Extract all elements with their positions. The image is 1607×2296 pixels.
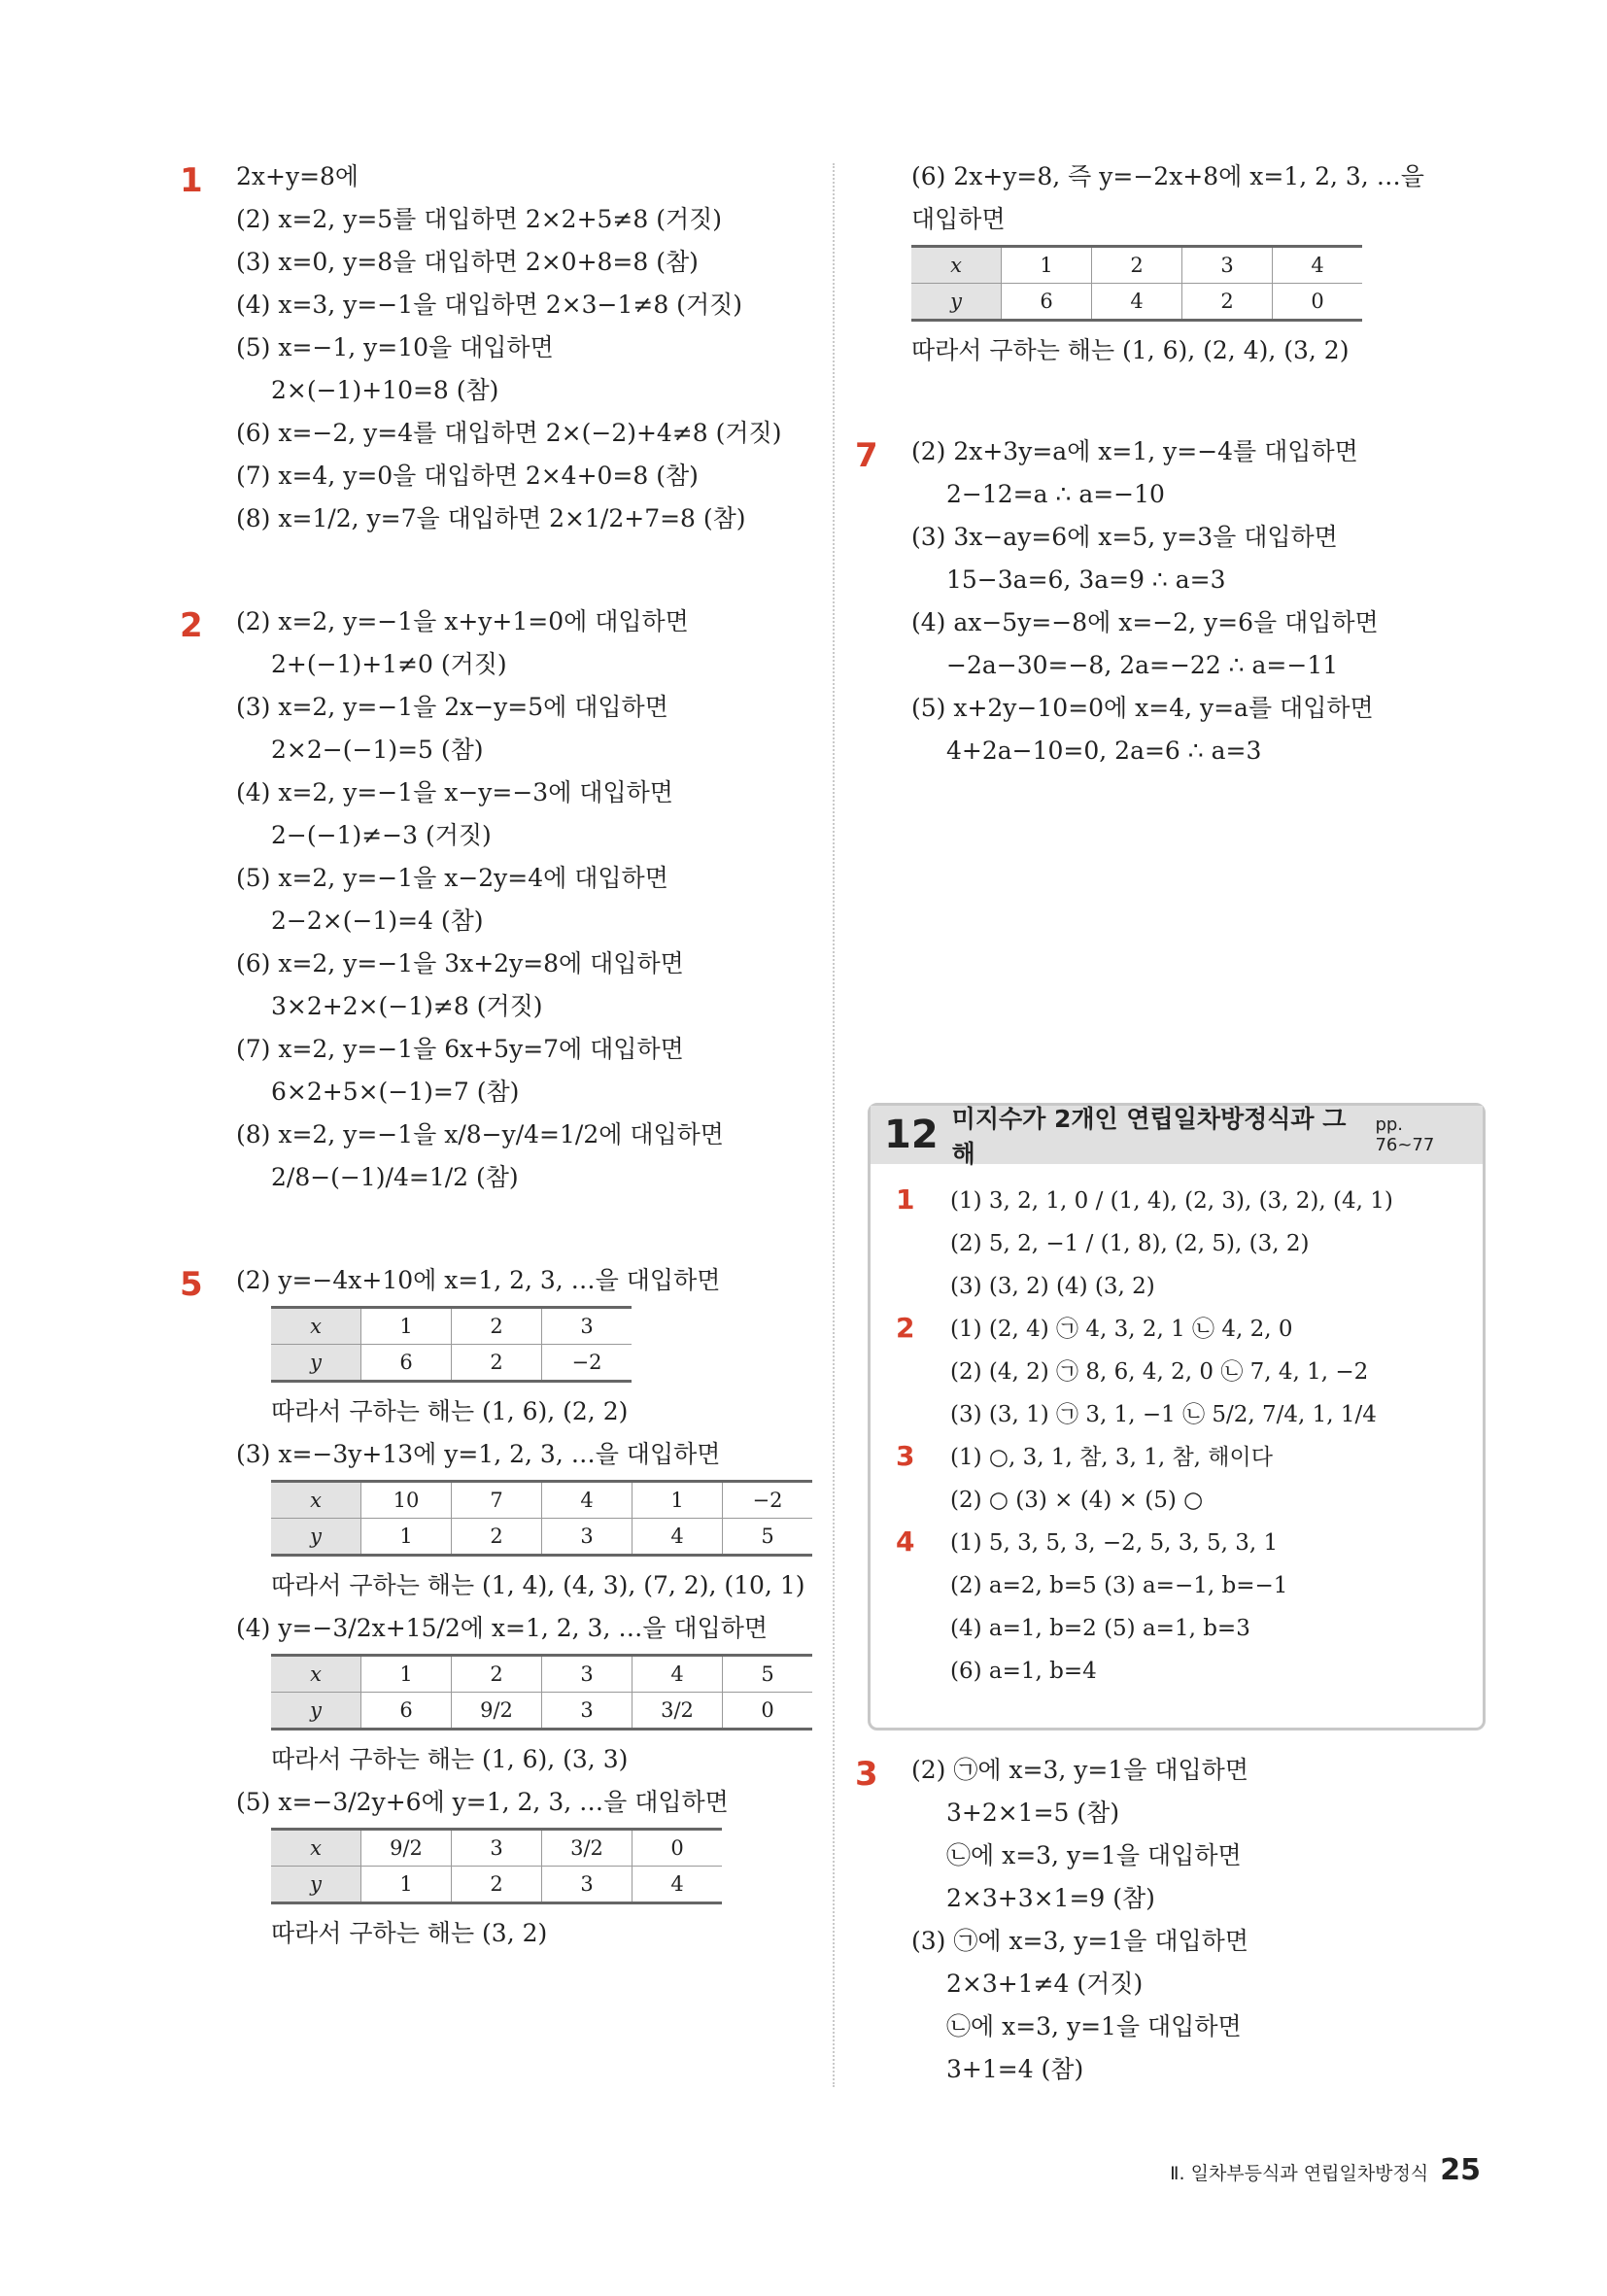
table-cell: 0	[633, 1830, 723, 1867]
answer-line: (2) (4, 2) ㉠ 8, 6, 4, 2, 0 ㉡ 7, 4, 1, −2	[950, 1359, 1369, 1385]
problem-number: 1	[180, 161, 203, 200]
table-cell: x	[271, 1656, 361, 1693]
solution-line: 따라서 구하는 해는 (1, 6), (2, 2)	[271, 1397, 629, 1425]
table-cell: x	[271, 1482, 361, 1519]
solution-line: 2−(−1)≠−3 (거짓)	[271, 821, 492, 849]
solution-line: 2/8−(−1)/4=1/2 (참)	[271, 1163, 519, 1191]
values-table	[271, 1480, 812, 1557]
table-cell: 6	[361, 1345, 452, 1382]
problem-3	[855, 1749, 1477, 2091]
table-cell: 2	[452, 1345, 542, 1382]
solution-line: (7) x=4, y=0을 대입하면 2×4+0=8 (참)	[236, 462, 699, 490]
solution-line: 3+2×1=5 (참)	[946, 1799, 1120, 1827]
solution-line: (2) ㉠에 x=3, y=1을 대입하면	[911, 1756, 1248, 1784]
solution-line: (8) x=2, y=−1을 x/8−y/4=1/2에 대입하면	[236, 1120, 724, 1148]
table-cell: y	[271, 1693, 361, 1730]
answer-line: (1) (2, 4) ㉠ 4, 3, 2, 1 ㉡ 4, 2, 0	[950, 1317, 1293, 1342]
solution-line: (3) x=0, y=8을 대입하면 2×0+8=8 (참)	[236, 248, 699, 276]
table-cell: 3	[542, 1656, 633, 1693]
table-cell: 3	[542, 1519, 633, 1556]
table-cell: 2	[452, 1308, 542, 1345]
section-pages: pp. 76~77	[1375, 1114, 1435, 1155]
table-cell: 2	[452, 1519, 542, 1556]
table-cell: x	[271, 1308, 361, 1345]
solution-line: 2×2−(−1)=5 (참)	[271, 736, 484, 764]
table-cell: 0	[723, 1693, 813, 1730]
solution-line: 3×2+2×(−1)≠8 (거짓)	[271, 992, 543, 1020]
solution-line: 2×(−1)+10=8 (참)	[271, 376, 499, 404]
solution-line: 따라서 구하는 해는 (1, 6), (3, 3)	[271, 1745, 629, 1773]
answer-line: (3) (3, 1) ㉠ 3, 1, −1 ㉡ 5/2, 7/4, 1, 1/4	[950, 1402, 1377, 1427]
solution-line: (5) x=−1, y=10을 대입하면	[236, 333, 554, 361]
table-cell: 1	[361, 1867, 452, 1903]
problem-2	[180, 600, 821, 1199]
table-cell: 2	[452, 1656, 542, 1693]
problem-1	[180, 155, 821, 540]
problem-number: 3	[855, 1755, 878, 1794]
solution-line: 2−2×(−1)=4 (참)	[271, 907, 484, 935]
values-table	[271, 1306, 632, 1383]
column-divider	[833, 163, 835, 2087]
table-cell: 1	[633, 1482, 723, 1519]
table-cell: 3	[542, 1308, 633, 1345]
answer-number: 1	[896, 1183, 915, 1216]
solution-line: (3) x=2, y=−1을 2x−y=5에 대입하면	[236, 693, 668, 721]
solution-line: 따라서 구하는 해는 (1, 4), (4, 3), (7, 2), (10, 1)	[271, 1571, 805, 1599]
solution-line: 3+1=4 (참)	[946, 2055, 1084, 2083]
answer-line: (1) 5, 3, 5, 3, −2, 5, 3, 5, 3, 1	[950, 1530, 1279, 1556]
solution-line: 따라서 구하는 해는 (1, 6), (2, 4), (3, 2)	[911, 336, 1350, 364]
values-table	[271, 1654, 812, 1731]
section-title: 미지수가 2개인 연립일차방정식과 그 해	[951, 1105, 1347, 1168]
left-column	[180, 155, 821, 1955]
solution-line: (3) 3x−ay=6에 x=5, y=3을 대입하면	[911, 523, 1338, 551]
solution-line: (6) x=2, y=−1을 3x+2y=8에 대입하면	[236, 949, 684, 977]
table-cell: y	[271, 1867, 361, 1903]
solution-line: (2) x=2, y=−1을 x+y+1=0에 대입하면	[236, 607, 689, 635]
solution-line: (2) x=2, y=5를 대입하면 2×2+5≠8 (거짓)	[236, 205, 723, 233]
table-cell: 1	[361, 1308, 452, 1345]
answer-line: (2) ○ (3) × (4) × (5) ○	[950, 1488, 1204, 1513]
table-cell: 4	[633, 1867, 723, 1903]
right-column	[855, 155, 1477, 833]
table-cell: y	[271, 1519, 361, 1556]
answer-number: 3	[896, 1440, 915, 1472]
table-cell: 3	[542, 1867, 633, 1903]
table-cell: y	[271, 1345, 361, 1382]
solution-line: (3) x=−3y+13에 y=1, 2, 3, …을 대입하면	[236, 1440, 721, 1468]
solution-line: (7) x=2, y=−1을 6x+5y=7에 대입하면	[236, 1035, 684, 1063]
answer-line: (3) (3, 2) (4) (3, 2)	[950, 1274, 1155, 1299]
table-cell: 4	[1092, 284, 1182, 321]
answer-line: (2) a=2, b=5 (3) a=−1, b=−1	[950, 1573, 1288, 1598]
values-table	[911, 245, 1362, 322]
solution-line: (6) x=−2, y=4를 대입하면 2×(−2)+4≠8 (거짓)	[236, 419, 782, 447]
solution-line: (6) 2x+y=8, 즉 y=−2x+8에 x=1, 2, 3, …을	[911, 162, 1424, 190]
chapter-title: Ⅱ. 일차부등식과 연립일차방정식	[1170, 2163, 1429, 2184]
problem-5	[180, 1259, 821, 1955]
solution-line: ㉡에 x=3, y=1을 대입하면	[946, 2012, 1242, 2040]
solution-line: (5) x=−3/2y+6에 y=1, 2, 3, …을 대입하면	[236, 1788, 729, 1816]
solution-line: (5) x+2y−10=0에 x=4, y=a를 대입하면	[911, 694, 1374, 722]
table-cell: 3	[542, 1693, 633, 1730]
table-cell: 4	[633, 1656, 723, 1693]
solution-line: 15−3a=6, 3a=9 ∴ a=3	[946, 565, 1226, 594]
table-cell: x	[271, 1830, 361, 1867]
table-cell: 1	[361, 1519, 452, 1556]
answer-line: (1) 3, 2, 1, 0 / (1, 4), (2, 3), (3, 2), (4, 1)	[950, 1188, 1393, 1214]
page-number: 25	[1440, 2153, 1481, 2187]
answer-item-1	[896, 1180, 1463, 1308]
table-cell: −2	[542, 1345, 633, 1382]
table-cell: 4	[1273, 247, 1363, 284]
table-cell: 10	[361, 1482, 452, 1519]
table-cell: 3	[1182, 247, 1273, 284]
answer-line: (2) 5, 2, −1 / (1, 8), (2, 5), (3, 2)	[950, 1231, 1310, 1256]
solution-line: (3) ㉠에 x=3, y=1을 대입하면	[911, 1927, 1248, 1955]
table-cell: 5	[723, 1519, 813, 1556]
solution-line: (4) x=2, y=−1을 x−y=−3에 대입하면	[236, 778, 673, 806]
solution-line: 4+2a−10=0, 2a=6 ∴ a=3	[946, 737, 1262, 765]
table-cell: −2	[723, 1482, 813, 1519]
table-cell: 7	[452, 1482, 542, 1519]
table-cell: 0	[1273, 284, 1363, 321]
table-cell: 1	[361, 1656, 452, 1693]
table-cell: 9/2	[361, 1830, 452, 1867]
answer-item-2	[896, 1308, 1463, 1436]
section-number: 12	[884, 1113, 939, 1157]
problem-1-part-6	[855, 155, 1477, 372]
section-12-box	[868, 1103, 1486, 1731]
solution-line: (4) y=−3/2x+15/2에 x=1, 2, 3, …을 대입하면	[236, 1614, 769, 1642]
table-cell: 2	[1182, 284, 1273, 321]
solution-line: ㉡에 x=3, y=1을 대입하면	[946, 1841, 1242, 1869]
table-cell: 6	[361, 1693, 452, 1730]
solution-line: (2) 2x+3y=a에 x=1, y=−4를 대입하면	[911, 437, 1358, 465]
problem-number: 2	[180, 606, 203, 645]
section-body	[871, 1164, 1483, 1693]
solution-line: (4) ax−5y=−8에 x=−2, y=6을 대입하면	[911, 608, 1379, 636]
table-cell: 3/2	[633, 1693, 723, 1730]
solution-line: (4) x=3, y=−1을 대입하면 2×3−1≠8 (거짓)	[236, 291, 742, 319]
right-column-lower	[855, 1749, 1477, 2151]
answer-number: 2	[896, 1312, 915, 1344]
values-table	[271, 1828, 722, 1904]
answer-number: 4	[896, 1525, 915, 1558]
table-cell: 4	[633, 1519, 723, 1556]
solution-line: 2×3+3×1=9 (참)	[946, 1884, 1155, 1912]
solution-line: 2+(−1)+1≠0 (거짓)	[271, 650, 507, 678]
table-cell: 2	[452, 1867, 542, 1903]
answer-line: (4) a=1, b=2 (5) a=1, b=3	[950, 1616, 1250, 1641]
table-cell: 1	[1002, 247, 1092, 284]
solution-line: 2−12=a ∴ a=−10	[946, 480, 1165, 508]
solution-line: 6×2+5×(−1)=7 (참)	[271, 1078, 520, 1106]
answer-line: (1) ○, 3, 1, 참, 3, 1, 참, 해이다	[950, 1445, 1273, 1470]
solution-line: −2a−30=−8, 2a=−22 ∴ a=−11	[946, 651, 1339, 679]
problem-number: 7	[855, 436, 878, 475]
solution-line: 대입하면	[911, 205, 1006, 233]
answer-line: (6) a=1, b=4	[950, 1659, 1097, 1684]
page-footer	[1170, 2153, 1481, 2187]
table-cell: y	[911, 284, 1002, 321]
solution-line: (2) y=−4x+10에 x=1, 2, 3, …을 대입하면	[236, 1266, 721, 1294]
table-cell: 9/2	[452, 1693, 542, 1730]
table-cell: 5	[723, 1656, 813, 1693]
solution-line: (5) x=2, y=−1을 x−2y=4에 대입하면	[236, 864, 668, 892]
table-cell: 3/2	[542, 1830, 633, 1867]
solution-line: 2×3+1≠4 (거짓)	[946, 1970, 1144, 1998]
table-cell: 2	[1092, 247, 1182, 284]
answer-item-3	[896, 1436, 1463, 1522]
solution-line: 2x+y=8에	[236, 162, 359, 190]
solution-line: (8) x=1/2, y=7을 대입하면 2×1/2+7=8 (참)	[236, 504, 746, 532]
table-cell: 3	[452, 1830, 542, 1867]
problem-number: 5	[180, 1265, 203, 1304]
answer-item-4	[896, 1522, 1463, 1693]
table-cell: 6	[1002, 284, 1092, 321]
table-cell: x	[911, 247, 1002, 284]
table-cell: 4	[542, 1482, 633, 1519]
problem-7	[855, 430, 1477, 772]
solution-line: 따라서 구하는 해는 (3, 2)	[271, 1919, 548, 1947]
section-header	[871, 1105, 1483, 1168]
